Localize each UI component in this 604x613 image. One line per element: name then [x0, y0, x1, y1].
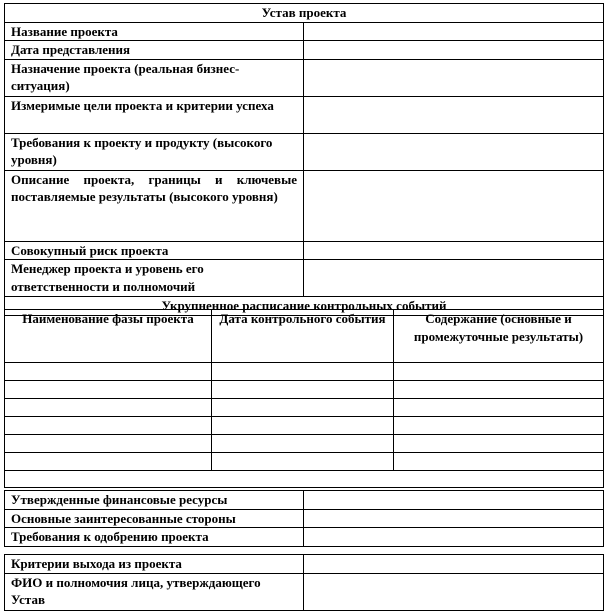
schedule-cell[interactable] [5, 399, 212, 417]
field-label: Критерии выхода из проекта [5, 555, 304, 574]
schedule-cell[interactable] [212, 435, 394, 453]
schedule-cell[interactable] [394, 435, 604, 453]
field-value-cell[interactable] [304, 260, 604, 297]
schedule-row [5, 417, 604, 435]
schedule-row [5, 453, 604, 471]
schedule-cell[interactable] [5, 417, 212, 435]
schedule-cell[interactable] [394, 453, 604, 471]
schedule-col-header: Содержание (основные и промежуточные результаты) [394, 310, 604, 363]
schedule-table [4, 309, 604, 488]
schedule-cell[interactable] [212, 453, 394, 471]
field-value-cell[interactable] [304, 573, 604, 610]
schedule-cell[interactable] [212, 381, 394, 399]
charter-title: Устав проекта [5, 4, 604, 23]
field-label: Название проекта [5, 22, 304, 41]
schedule-cell[interactable] [5, 453, 212, 471]
schedule-row [5, 435, 604, 453]
field-label [5, 170, 304, 241]
schedule-header-row [5, 310, 604, 363]
field-value-cell[interactable] [304, 96, 604, 133]
field-row [5, 260, 604, 297]
spacer-row [5, 471, 604, 488]
field-value-cell[interactable] [304, 491, 604, 510]
field-label: Требования к одобрению проекта [5, 528, 304, 547]
resources-table [4, 490, 604, 547]
field-label-line: поставляемые результаты (высокого уровня) [11, 189, 278, 204]
field-label: Менеджер проекта и уровень его ответственности и полномочий [5, 260, 304, 297]
field-row [5, 133, 604, 170]
schedule-cell[interactable] [212, 399, 394, 417]
schedule-title: Укрупненное расписание контрольных событий [5, 297, 604, 316]
project-charter-table [4, 3, 604, 316]
field-label: Требования к проекту и продукту (высокого уровня) [5, 133, 304, 170]
field-label: Совокупный риск проекта [5, 241, 304, 260]
field-row [5, 41, 604, 60]
schedule-row [5, 399, 604, 417]
field-value-cell[interactable] [304, 528, 604, 547]
field-label: Назначение проекта (реальная бизнес-ситуация) [5, 59, 304, 96]
field-label: Измеримые цели проекта и критерии успеха [5, 96, 304, 133]
field-row [5, 491, 604, 510]
field-value-cell[interactable] [304, 241, 604, 260]
field-label: Утвержденные финансовые ресурсы [5, 491, 304, 510]
field-label: ФИО и полномочия лица, утверждающего Устав [5, 573, 304, 610]
field-value-cell[interactable] [304, 170, 604, 241]
schedule-col-header: Дата контрольного события [212, 310, 394, 363]
field-value-cell[interactable] [304, 22, 604, 41]
field-value-cell[interactable] [304, 41, 604, 60]
schedule-cell[interactable] [5, 435, 212, 453]
field-row [5, 555, 604, 574]
schedule-cell[interactable] [212, 363, 394, 381]
field-value-cell[interactable] [304, 59, 604, 96]
field-row [5, 509, 604, 528]
field-value-cell[interactable] [304, 555, 604, 574]
schedule-cell[interactable] [212, 417, 394, 435]
schedule-cell[interactable] [394, 363, 604, 381]
schedule-row [5, 363, 604, 381]
schedule-cell[interactable] [5, 363, 212, 381]
schedule-cell[interactable] [394, 399, 604, 417]
approval-table [4, 554, 604, 611]
field-value-cell[interactable] [304, 509, 604, 528]
field-value-cell[interactable] [304, 133, 604, 170]
schedule-col-header: Наименование фазы проекта [5, 310, 212, 363]
field-row [5, 573, 604, 610]
field-row [5, 241, 604, 260]
field-row [5, 22, 604, 41]
schedule-row [5, 381, 604, 399]
schedule-cell[interactable] [5, 381, 212, 399]
title-row [5, 4, 604, 23]
field-label: Основные заинтересованные стороны [5, 509, 304, 528]
spacer-cell [5, 471, 604, 488]
field-row [5, 528, 604, 547]
schedule-cell[interactable] [394, 381, 604, 399]
field-label: Дата представления [5, 41, 304, 60]
field-label-line: Описание проекта, границы и ключевые [11, 171, 297, 187]
field-row [5, 170, 604, 241]
field-row [5, 59, 604, 96]
field-row [5, 96, 604, 133]
schedule-cell[interactable] [394, 417, 604, 435]
